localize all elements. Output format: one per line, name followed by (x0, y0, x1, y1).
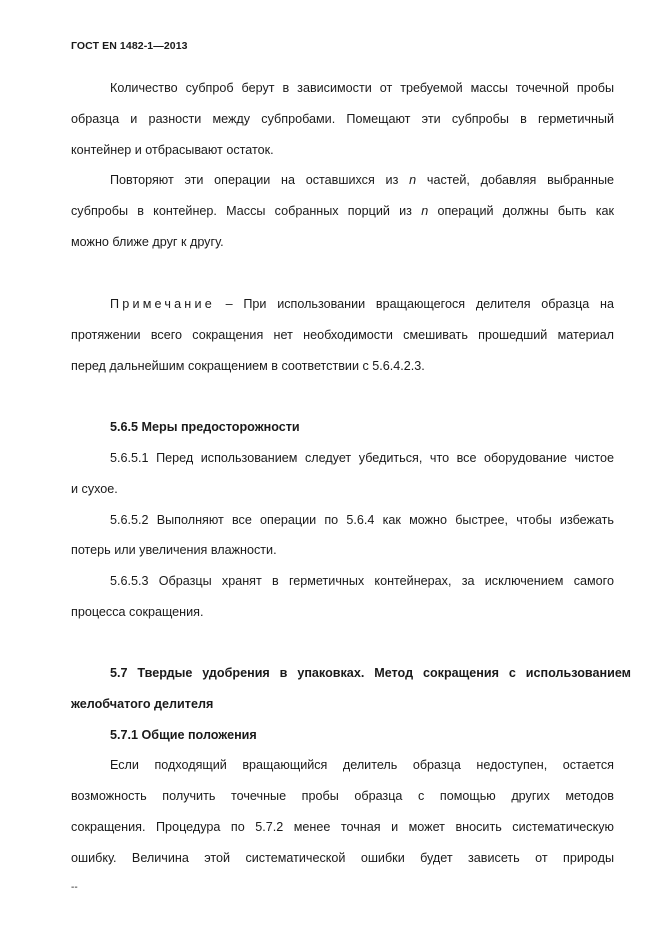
text-segment: субпробы в контейнер. Массы собранных порций из (71, 204, 412, 218)
section-heading: 5.6.5 Меры предосторожности (110, 420, 300, 434)
paragraph-line: потерь или увеличения влажности. (71, 543, 277, 557)
page-number: -- (71, 882, 78, 893)
subsection-heading: 5.7.1 Общие положения (110, 728, 257, 742)
text-segment: – При использовании вращающегося делителя образца на (225, 297, 614, 311)
paragraph-line: Если подходящий вращающийся делитель образца недоступен, остается (110, 758, 614, 772)
section-heading: желобчатого делителя (71, 697, 214, 711)
paragraph-line: 5.6.5.1 Перед использованием следует убедиться, что все оборудование чистое (110, 451, 614, 465)
paragraph-line: сокращения. Процедура по 5.7.2 менее точная и может вносить систематическую (71, 820, 614, 834)
paragraph-line: контейнер и отбрасывают остаток. (71, 143, 274, 157)
section-heading: 5.7 Твердые удобрения в упаковках. Метод сокращения с использованием (110, 666, 631, 680)
note-label: Примечание (110, 297, 215, 311)
paragraph-line: образца и разности между субпробами. Помещают эти субпробы в герметичный (71, 112, 614, 126)
variable-n: n (421, 204, 429, 218)
note-line (110, 296, 614, 312)
paragraph-line: возможность получить точечные пробы образца с помощью других методов (71, 789, 614, 803)
paragraph-line (110, 172, 614, 188)
paragraph-line: ошибку. Величина этой систематической ошибки будет зависеть от природы (71, 851, 614, 865)
paragraph-line: 5.6.5.3 Образцы хранят в герметичных контейнерах, за исключением самого (110, 574, 614, 588)
text-segment: операций должны быть как (437, 204, 615, 218)
variable-n: n (409, 173, 417, 187)
paragraph-line: Количество субпроб берут в зависимости от требуемой массы точечной пробы (110, 81, 614, 95)
note-line: перед дальнейшим сокращением в соответствии с 5.6.4.2.3. (71, 359, 425, 373)
paragraph-line: 5.6.5.2 Выполняют все операции по 5.6.4 как можно быстрее, чтобы избежать (110, 513, 614, 527)
paragraph-line: и сухое. (71, 482, 118, 496)
document-code-header: ГОСТ EN 1482-1—2013 (71, 40, 188, 52)
paragraph-line: процесса сокращения. (71, 605, 204, 619)
paragraph-line: можно ближе друг к другу. (71, 235, 224, 249)
note-line: протяжении всего сокращения нет необходимости смешивать прошедший материал (71, 328, 614, 342)
text-segment: Повторяют эти операции на оставшихся из (110, 173, 399, 187)
text-segment: частей, добавляя выбранные (426, 173, 615, 187)
paragraph-line (71, 203, 614, 219)
